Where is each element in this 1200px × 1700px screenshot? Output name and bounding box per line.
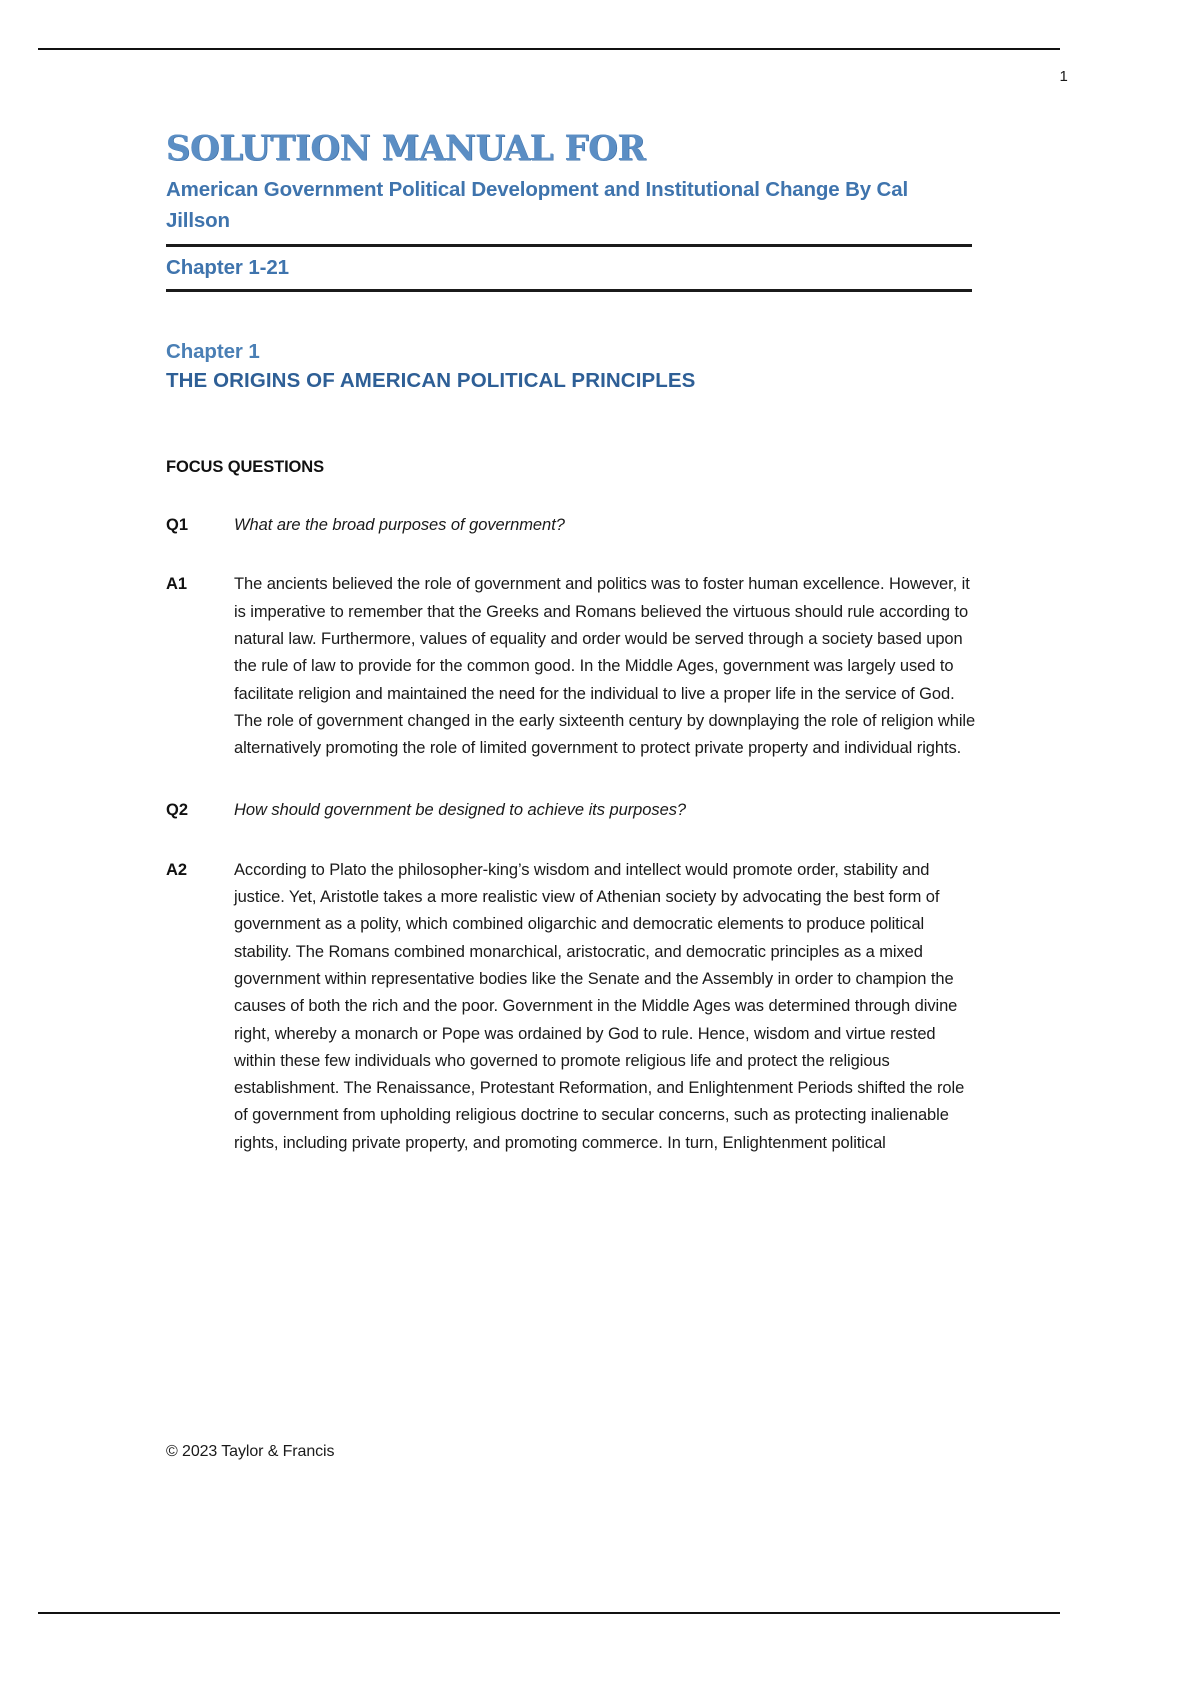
manual-title: SOLUTION MANUAL FOR bbox=[166, 128, 646, 169]
answer-block bbox=[166, 571, 978, 762]
answer-block bbox=[166, 857, 978, 1157]
answer-text: According to Plato the philosopher-king’s wisdom and intellect would promote order, stability and justice. Yet, Aristotle takes a more realistic view of Athenian society by advocating the best form of government as a polity, which combined oligarchic and democratic elements to produce political stability. The Romans combined monarchical, aristocratic, and democratic principles as a mixed government within representative bodies like the Senate and the Assembly in order to champion the causes of both the rich and the poor. Government in the Middle Ages was determined through divine right, whereby a monarch or Pope was ordained by God to rule. Hence, wisdom and virtue rested within these few individuals who governed to promote religious life and protect the religious establishment. The Renaissance, Protestant Reformation, and Enlightenment Periods shifted the role of government from upholding religious doctrine to secular concerns, such as protecting inalienable rights, including private property, and promoting commerce. In turn, Enlightenment political bbox=[234, 860, 965, 1152]
page-content bbox=[166, 130, 978, 1157]
answer-label: A2 bbox=[166, 860, 188, 879]
footer-copyright: © 2023 Taylor & Francis bbox=[166, 1443, 335, 1460]
focus-questions-heading: FOCUS QUESTIONS bbox=[166, 458, 325, 477]
question-block bbox=[166, 797, 978, 824]
page-number: 1 bbox=[1059, 68, 1068, 85]
question-label: Q2 bbox=[166, 801, 189, 820]
page-bottom-rule bbox=[38, 1612, 1060, 1614]
question-text: What are the broad purposes of government? bbox=[234, 516, 565, 535]
question-label: Q1 bbox=[166, 516, 189, 535]
question-block bbox=[166, 512, 978, 539]
header-divider-1 bbox=[166, 244, 972, 247]
book-subtitle: American Government Political Development and Institutional Change By Cal Jillson bbox=[166, 177, 909, 232]
chapter-label: Chapter 1 bbox=[166, 340, 260, 364]
page-top-rule bbox=[38, 48, 1060, 50]
answer-text: The ancients believed the role of government and politics was to foster human excellence. However, it is imperative to remember that the Greeks and Romans believed the virtuous should rule according to natural law. Furthermore, values of equality and order would be served through a society based upon the rule of law to provide for the common good. In the Middle Ages, government was largely used to facilitate religion and maintained the need for the individual to live a proper life in the service of God. The role of government changed in the early sixteenth century by downplaying the role of religion while alternatively promoting the role of limited government to protect private property and individual rights. bbox=[234, 575, 976, 758]
answer-label: A1 bbox=[166, 575, 188, 594]
chapter-range: Chapter 1-21 bbox=[166, 256, 289, 280]
header-divider-2 bbox=[166, 289, 972, 292]
chapter-title: THE ORIGINS OF AMERICAN POLITICAL PRINCIPLES bbox=[166, 369, 696, 393]
question-text: How should government be designed to achieve its purposes? bbox=[234, 801, 687, 820]
